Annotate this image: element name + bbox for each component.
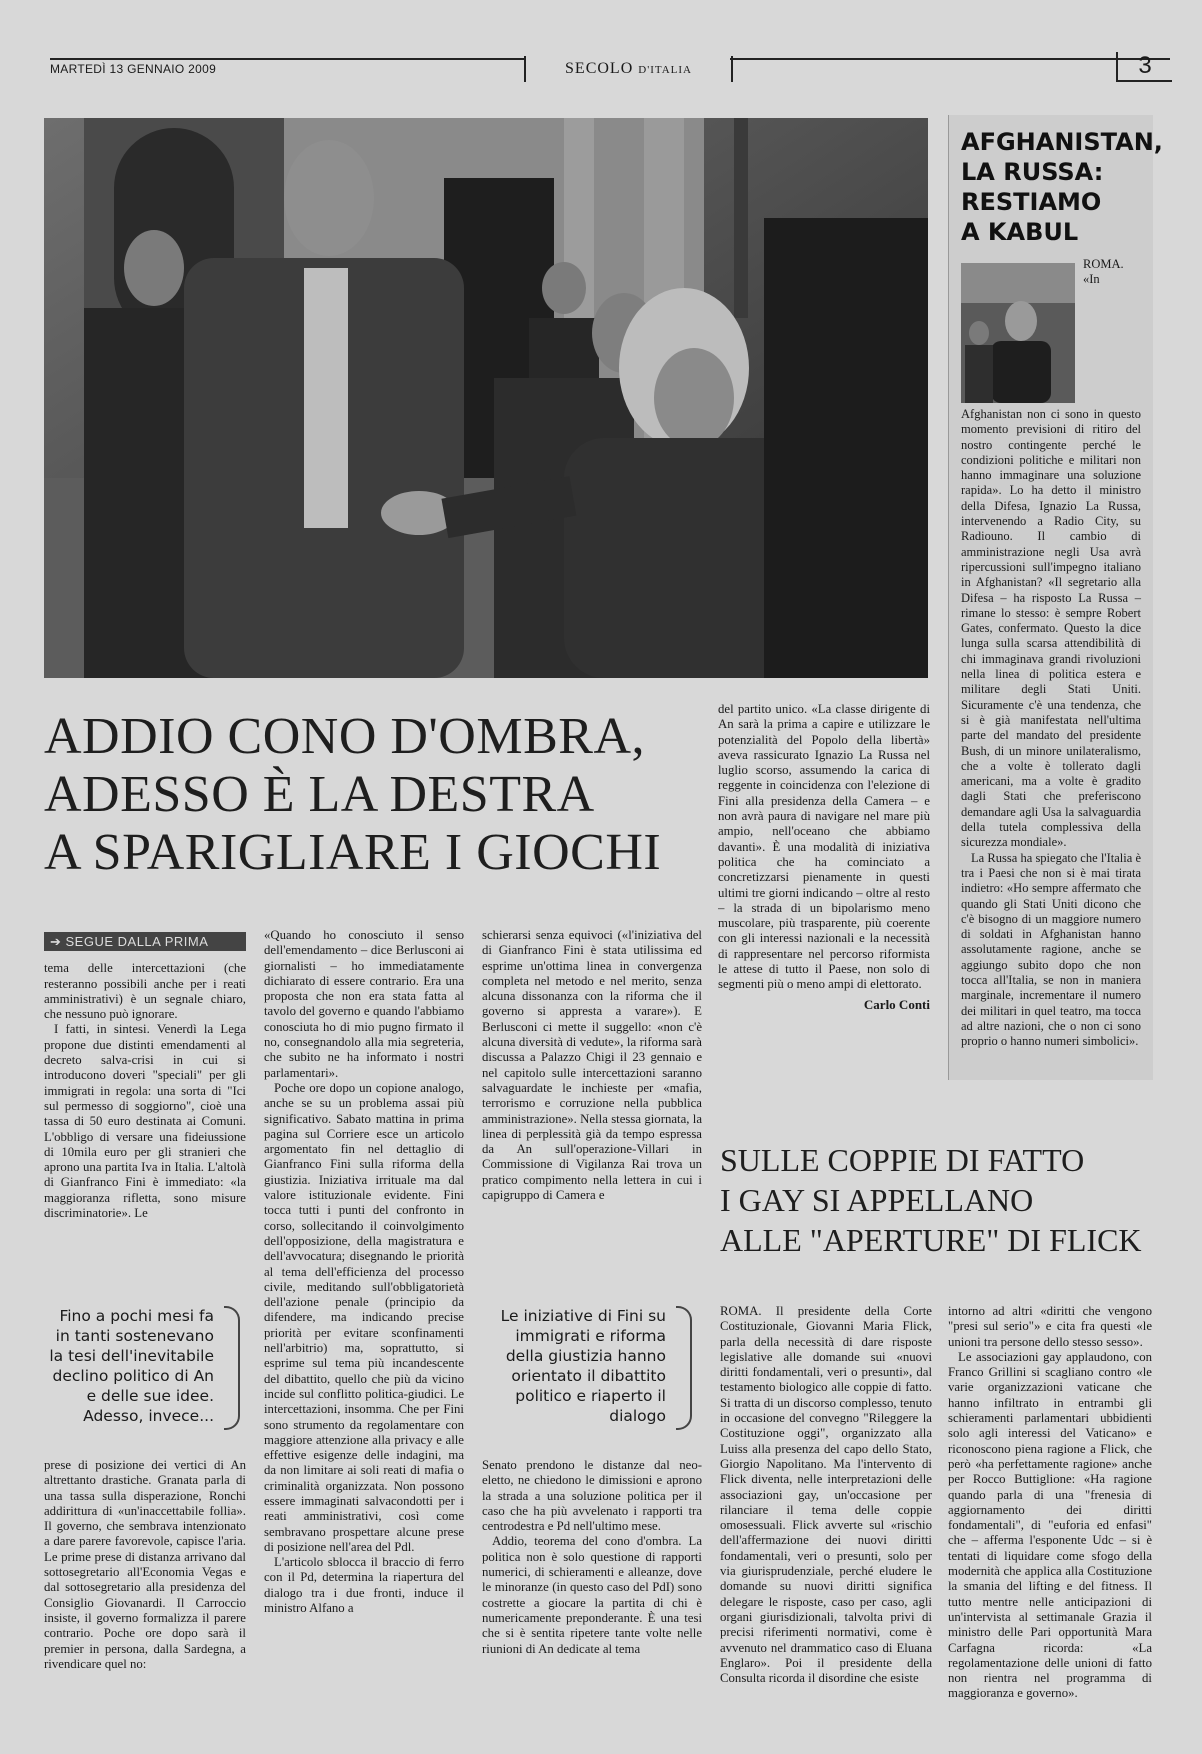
- main-photo: [44, 118, 928, 678]
- sidebar-article: [948, 115, 1163, 1080]
- second-article-column-2: [948, 1304, 1152, 1748]
- pull-quote-brace: [676, 1306, 692, 1430]
- masthead-name: SECOLO: [565, 60, 634, 77]
- article-paragraph: Poche ore dopo un copione analogo, anche se su un problema assai più significativo. Sabato mattina in prima pagina sul Corriere esce un articolo argomentato fin nel dettaglio di Gianfranco Fini sulla riforma della giustizia. Iniziativa irrituale ma dal valore istituzionale evidente. Fini tocca tutti i punti del confronto in corso, sollecitando il coinvolgimento dell'opposizione, della magistratura e dell'avvocatura; disegnando le priorità al tema dell'efficienza del processo civile, meditando sull'obbligatorietà dell'azione penale (principio da difendere, ma indicando precise priorità per evitare sconfinamenti nell'arbitrio) ma, soprattutto, si esprime sul tema più incandescente del dibattito, quello che più da vicino incide sul conflitto politica-giudici. Le intercettazioni, insomma. Che per Fini sono strumento da regolamentare con maggiore attenzione alla privacy e alle effettive esigenze delle indagini, ma da non limitare ai soli reati di mafia o criminalità organizzata. Non possono essere immaginati salvacondotti per i reati amministrativi, così come sembravano prospettare alcune prese di posizione nell'area del Pdl.: [264, 1080, 464, 1554]
- article-paragraph: ROMA. Il presidente della Corte Costituzionale, Giovanni Maria Flick, parla della necessità di dare risposte legislative alle domande sui «nuovi diritti fondamentali, veri o presunti», dal testamento biologico alle coppie di fatto. Si tratta di un discorso complesso, tenuto in occasione del convegno "Rileggere la Costituzione oggi", organizzato alla Luiss alla presenza del capo dello Stato, Giorgio Napolitano. Ma l'intervento di Flick diventa, nelle interpretazioni delle associazioni gay, un'occasione per rilanciare il tema delle coppie omosessuali. Flick avverte sul «rischio dell'affermazione dei nuovi diritti fondamentali, veri o presunti, solo per via giurisprudenziale, perché eludere le domande su nuovi diritti significa delegare le risposte, caso per caso, agli organi giurisdizionali, talvolta privi di precisi riferimenti normativi, come è avvenuto nel drammatico caso di Eluana Englaro». Poi il presidente della Consulta ricorda il disordine che esiste: [720, 1304, 932, 1686]
- issue-date: MARTEDÌ 13 GENNAIO 2009: [50, 62, 217, 76]
- article-column-1-bottom: [44, 1458, 246, 1748]
- headline-line: A SPARIGLIARE I GIOCHI: [44, 824, 662, 881]
- sidebar-headline-line: LA RUSSA:: [961, 158, 1104, 186]
- article-author: Carlo Conti: [863, 996, 930, 1012]
- second-article-column-1: [720, 1304, 932, 1748]
- second-article-headline: [720, 1140, 1170, 1260]
- article-paragraph: I fatti, in sintesi. Venerdì la Lega propone due distinti emendamenti al decreto salva-crisi in cui si introducono doveri "speciali" per gli immigrati in regola: una sorta di "Ici sul permesso di soggiorno", cioè una tassa di 50 euro destinata ai Comuni. L'obbligo di versare una fideiussione di 10mila euro per gli stranieri che aprono una partita Iva in Italia. L'altolà di Gianfranco Fini è immediato: «la maggioranza rifletta, sono misure discriminatorie». Le: [44, 1022, 246, 1221]
- sidebar-photo: [961, 263, 1075, 403]
- pull-quote-text: Le iniziative di Fini su immigrati e riforma della giustizia hanno orientato il dibattito politico e riaperto il dialogo: [500, 1307, 666, 1425]
- headline-line: ALLE "APERTURE" DI FLICK: [720, 1222, 1142, 1258]
- pull-quote-1: [44, 1306, 214, 1426]
- article-column-2: [264, 928, 464, 1748]
- article-paragraph: Senato prendono le distanze dal neo-eletto, ne chiedono le dimissioni e aprono la strada a una soluzione politica per il caso che ha più avvelenato i rapporti tra centrodestra e Pd nell'ultimo mese.: [482, 1458, 702, 1534]
- headline-line: ADDIO CONO D'OMBRA,: [44, 708, 645, 765]
- masthead: [524, 56, 733, 82]
- article-column-3-top: [482, 928, 702, 1268]
- la-russa-photo-illustration: [961, 263, 1075, 403]
- continued-from-front-label: ➔ SEGUE DALLA PRIMA: [44, 932, 246, 951]
- masthead-suffix: D'ITALIA: [638, 64, 692, 76]
- article-paragraph: prese di posizione dei vertici di An altrettanto drastiche. Granata parla di una tassa sulla disperazione, Ronchi addirittura di «un'inaccettabile follia». Il governo, che sembrava intenzionato a dare parere favorevole, capisce l'aria. Le prime prese di distanza arrivano dal sottosegretario all'Economia Vegas e dal sottosegretario alla presidenza del Consiglio Giovanardi. Il Carroccio insiste, il governo formalizza il parere contrario. Poche ore dopo sarà il premier in persona, dalla Sardegna, a rivendicare quel no:: [44, 1458, 246, 1671]
- article-paragraph: schierarsi senza equivoci («l'iniziativa del di Gianfranco Fini è stata utilissima ed esprime un'ottima linea in convergenza completa nel metodo e nel merito, senza alcuna dissonanza con la riforma che il governo si appresta a varare»). E Berlusconi ci mette il suggello: «non c'è alcuna diversità di vedute», la riforma sarà discussa a Palazzo Chigi il 23 gennaio e nel capitolo sulle intercettazioni saranno salvaguardate le inchieste per «mafia, terrorismo e corruzione nella pubblica amministrazione». Nella stessa giornata, la linea di perplessità già da tempo espressa da An sull'operazione-Villari in Commissione di Vigilanza Rai trova un pratico compimento nella lettera in cui i capigruppo di Camera e: [482, 928, 702, 1203]
- pull-quote-brace: [224, 1306, 240, 1430]
- headline-line: I GAY SI APPELLANO: [720, 1182, 1034, 1218]
- article-paragraph: Le associazioni gay applaudono, con Franco Grillini si scagliano contro «le varie organizzazioni vaticane che hanno infiltrato in entrambi gli schieramenti parlamentari ubbidienti solo agli interessi del Vaticano» e riconoscono piena ragione a Flick, che però «ha perfettamente ragione» anche per Rocco Buttiglione: «Ha ragione quando parla di una "frenesia di aggiornamento dei diritti fondamentali", di "euforia ed enfasi" che – afferma l'esponente Udc – si è tentati di liquidare come sfogo della modernità che applica alla Costituzione la smania del lifting e del fitness. Il tutto mentre nelle anticipazioni di un'intervista al settimanale Grazia il ministro delle Pari opportunità Mara Carfagna ricorda: «La regolamentazione delle unioni di fatto non rientra nel programma di maggioranza e governo».: [948, 1349, 1152, 1701]
- sidebar-headline: [961, 127, 1163, 247]
- article-column-1-top: [44, 932, 246, 1272]
- sidebar-paragraph: «In Afghanistan non ci sono in questo momento previsioni di ritiro del nostro contingente perché le condizioni politiche e militari non hanno immaginare una soluzione rapida». Lo ha detto il ministro della Difesa, Ignazio La Russa, intervenendo a Radio City, su Radiouno. Il cambio di amministrazione negli Usa avrà ripercussioni sull'impegno italiano in Afghanistan? «Il segretario alla Difesa – ha risposto La Russa – rimane lo stesso: è sempre Robert Gates, confermato. Questo la dice lunga sulla scarsa attendibilità di chi immaginava grandi rivoluzioni nella linea di politica estera e militare degli Stati Uniti. Sicuramente c'è una tendenza, che si è già manifestata nell'ultima parte del mandato del presidente Bush, di un minore unilateralismo, che a volte è tollerato dagli americani, ma a volte è gradito dagli Stati che preferiscono demandare agli Usa la salvaguardia della tutela complessiva della sicurezza mondiale».: [961, 272, 1141, 850]
- sidebar-headline-line: AFGHANISTAN,: [961, 128, 1163, 156]
- article-paragraph: L'articolo sblocca il braccio di ferro con il Pd, determina la riapertura del dialogo tra i due fronti, induce il ministro Alfano a: [264, 1555, 464, 1616]
- pull-quote-text: Fino a pochi mesi fa in tanti sostenevano la tesi dell'inevitabile declino politico di An e delle sue idee. Adesso, invece...: [49, 1307, 214, 1425]
- sidebar-body: [961, 257, 1141, 1049]
- header-rule-left: [50, 58, 525, 60]
- sidebar-paragraph: La Russa ha spiegato che l'Italia è tra i Paesi che non si è mai tirata indietro: «Ho sempre affermato che quando gli Stati Uniti dicono che c'è bisogno di un maggiore numero di soldati in Afghanistan hanno assolutamente ragione, anche se aggiungo subito dopo che non tocca all'Italia, se non in maniera marginale, incrementare il numero dei militari in quel teatro, ma tocca ad altre nazioni, che o non ci sono proprio o hanno numeri simbolici».: [961, 850, 1141, 1049]
- header-rule-right: [730, 58, 1170, 60]
- handshake-photo-illustration: [44, 118, 928, 678]
- article-column-3-bottom: [482, 1458, 702, 1748]
- page-header: [50, 52, 1170, 86]
- sidebar-dateline: ROMA.: [1083, 257, 1124, 271]
- main-headline: [44, 708, 714, 882]
- article-paragraph: del partito unico. «La classe dirigente di An sarà la prima a capire e utilizzare le potenzialità del Popolo della libertà» aveva rassicurato Ignazio La Russa nel luglio scorso, assumendo la carica di reggente in coincidenza con l'elezione di Fini alla presidenza della Camera – e non avrà paura di navigare nel mare più ampio, nell'oceano che abbiamo davanti». È una modalità di iniziativa politica che ha cominciato a concretizzarsi pienamente in questi ultimi tre giorni indicando – oltre al resto – la strada di un bipolarismo meno muscolare, più trasparente, più coerente con gli interessi nazionali e la necessità di rappresentare nel percorso riformista le attese di tutto il Paese, non solo di segmenti più o meno ampi di elettorato.: [718, 702, 930, 992]
- page-number: 3: [1116, 52, 1172, 82]
- article-paragraph: tema delle intercettazioni (che resteranno possibili anche per i reati amministrativi) è un segnale chiaro, che nessuno può ignorare.: [44, 961, 246, 1022]
- sidebar-headline-line: RESTIAMO: [961, 188, 1102, 216]
- headline-line: ADESSO È LA DESTRA: [44, 766, 595, 823]
- headline-line: SULLE COPPIE DI FATTO: [720, 1142, 1085, 1178]
- sidebar-headline-line: A KABUL: [961, 218, 1079, 246]
- article-paragraph: intorno ad altri «diritti che vengono "presi sul serio"» e cita fra questi «le unioni tra persone dello stesso sesso».: [948, 1304, 1152, 1349]
- article-paragraph: «Quando ho conosciuto il senso dell'emendamento – dice Berlusconi ai giornalisti – ho immediatamente dichiarato di essere contrario. Era una proposta che non era stata fatta al tavolo del governo e quando l'abbiamo conosciuta ho di mio pugno firmato il no, consegnandolo alla mia segreteria, che subito ne ha informato i nostri parlamentari».: [264, 928, 464, 1080]
- pull-quote-2: [490, 1306, 666, 1426]
- article-column-4: [718, 702, 930, 1082]
- article-paragraph: Addio, teorema del cono d'ombra. La politica non è solo questione di rapporti numerici, di schieramenti e alleanze, dove le minoranze (in questo caso del PdI) sono costrette a giocare la partita di chi è numericamente preponderante. È una tesi che si è sentita ripetere tante volte nelle riunioni di An dedicate al tema: [482, 1534, 702, 1656]
